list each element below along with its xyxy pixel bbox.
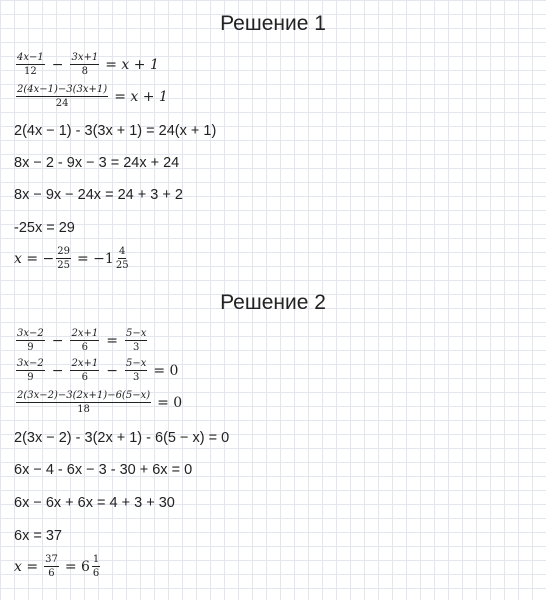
fraction: $\frac{2x+1}{6}$	[71, 328, 99, 353]
fraction: $\frac{3x-2}{9}$	[17, 328, 44, 353]
s2-equation-line-2: $\frac{3x-2}{9}$ − $\frac{2x+1}{6}$ − $\frac{5-x}{3}$ = 0	[17, 358, 179, 383]
s2-equation-line-1: $\frac{3x-2}{9}$ − $\frac{2x+1}{6}$ = $\frac{5-x}{3}$	[17, 328, 147, 353]
s2-equation-line-4: 2(3x − 2) - 3(2x + 1) - 6(5 − x) = 0	[14, 430, 230, 446]
solution-1-heading: Решение 1	[220, 12, 326, 35]
fraction: $\frac{5-x}{3}$	[125, 358, 147, 383]
s1-equation-line-4: 8x − 2 - 9x − 3 = 24x + 24	[14, 155, 180, 171]
s1-equation-line-2: $\frac{2(4x-1)-3(3x+1)}{24}$ = x + 1	[17, 84, 168, 109]
fraction: $\frac{4x-1}{12}$	[17, 52, 44, 77]
fraction: $\frac{5-x}{3}$	[125, 328, 147, 353]
fraction: $\frac{2(3x-2)-3(2x+1)-6(5-x)}{18}$	[17, 390, 151, 415]
s2-equation-line-5: 6x − 4 - 6x − 3 - 30 + 6x = 0	[14, 462, 193, 478]
fraction: $\frac{2(4x-1)-3(3x+1)}{24}$	[17, 84, 108, 109]
s1-equation-line-1: $\frac{4x-1}{12}$ − $\frac{3x+1}{8}$ = x + 1	[17, 52, 159, 77]
fraction: $\frac{2x+1}{6}$	[71, 358, 99, 383]
fraction: $\frac{3x-2}{9}$	[17, 358, 44, 383]
s1-answer-line: x = − $\frac{29}{25}$ = −1 $\frac{4}{25}$	[14, 246, 129, 271]
s2-equation-line-7: 6x = 37	[14, 528, 62, 544]
s1-equation-line-3: 2(4x − 1) - 3(3x + 1) = 24(x + 1)	[14, 123, 217, 139]
s2-equation-line-6: 6x − 6x + 6x = 4 + 3 + 30	[14, 495, 175, 511]
fraction: $\frac{29}{25}$	[57, 246, 70, 271]
solution-2-heading: Решение 2	[220, 291, 326, 314]
s1-equation-line-6: -25x = 29	[14, 220, 75, 236]
s1-equation-line-5: 8x − 9x − 24x = 24 + 3 + 2	[14, 187, 183, 203]
fraction: $\frac{4}{25}$	[115, 246, 129, 271]
fraction: $\frac{37}{6}$	[45, 554, 58, 579]
s2-equation-line-3: $\frac{2(3x-2)-3(2x+1)-6(5-x)}{18}$ = 0	[17, 390, 183, 415]
fraction: $\frac{1}{6}$	[92, 554, 100, 579]
fraction: $\frac{3x+1}{8}$	[71, 52, 99, 77]
s2-answer-line: x = $\frac{37}{6}$ = 6 $\frac{1}{6}$	[14, 554, 100, 579]
